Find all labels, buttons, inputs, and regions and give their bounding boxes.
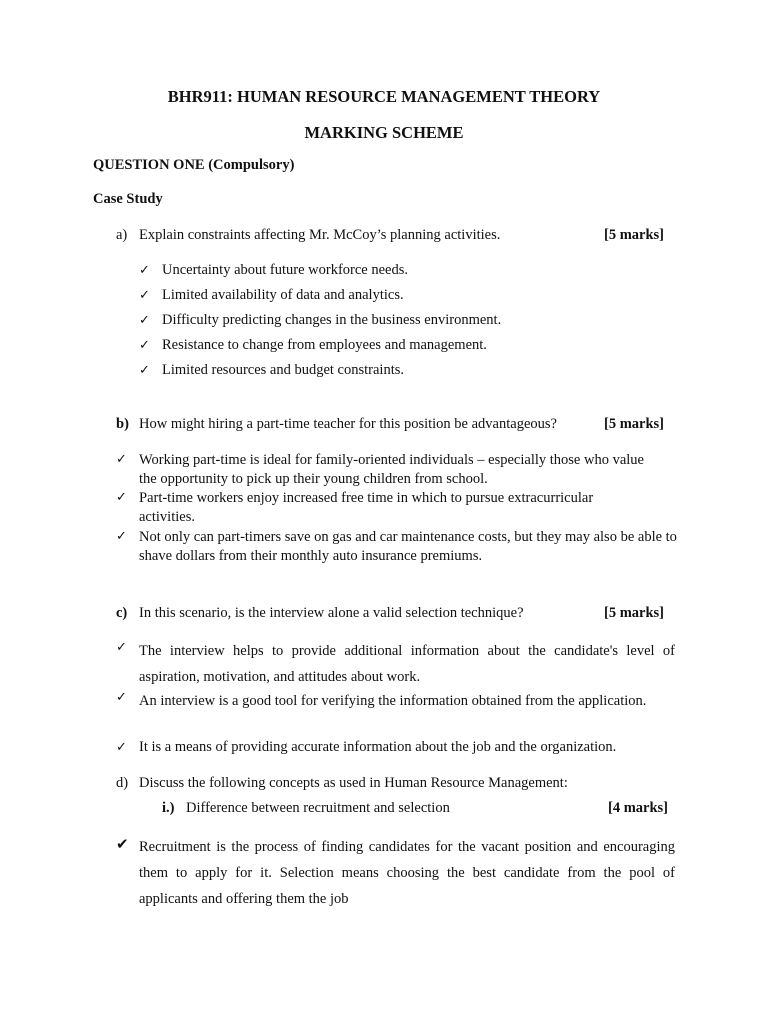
case-study-heading: Case Study <box>93 191 163 207</box>
check-mark-icon: ✓ <box>116 740 127 755</box>
question-b-label: b) <box>116 416 129 432</box>
answer-a-5: Limited resources and budget constraints. <box>162 362 405 378</box>
check-mark-icon: ✓ <box>116 490 127 505</box>
check-mark-icon: ✓ <box>116 452 127 467</box>
answer-d-1: Recruitment is the process of finding candidates for the vacant position and encouraging them to apply for it. Selection means choosing the best candidate from the pool of applicants and offering them the job <box>139 839 675 907</box>
answer-a-2: Limited availability of data and analytics. <box>162 287 404 303</box>
question-d-sub-marks: [4 marks] <box>608 800 669 816</box>
question-d-text: Discuss the following concepts as used in Human Resource Management: <box>139 775 568 791</box>
answer-b-2: Part-time workers enjoy increased free time in which to pursue extracurricular activities. <box>139 490 594 525</box>
check-mark-icon: ✓ <box>139 263 150 278</box>
question-b-marks: [5 marks] <box>604 416 665 432</box>
check-mark-icon: ✓ <box>116 690 127 705</box>
check-mark-icon: ✓ <box>116 640 127 655</box>
answer-c-3: It is a means of providing accurate information about the job and the organization. <box>139 739 617 755</box>
answer-a-3: Difficulty predicting changes in the business environment. <box>162 312 502 328</box>
question-a-label: a) <box>116 227 128 243</box>
document-subtitle: MARKING SCHEME <box>304 123 464 142</box>
question-d-sub-label: i.) <box>162 800 175 816</box>
question-b-text: How might hiring a part-time teacher for this position be advantageous? <box>139 416 557 432</box>
question-d-label: d) <box>116 775 129 791</box>
question-c-text: In this scenario, is the interview alone a valid selection technique? <box>139 605 524 621</box>
question-c-label: c) <box>116 605 128 621</box>
answer-a-4: Resistance to change from employees and management. <box>162 337 487 353</box>
answer-c-2: An interview is a good tool for verifying the information obtained from the application. <box>139 693 647 709</box>
check-mark-icon: ✓ <box>116 529 127 544</box>
question-heading: QUESTION ONE (Compulsory) <box>93 157 295 173</box>
question-a-text: Explain constraints affecting Mr. McCoy’s planning activities. <box>139 227 501 243</box>
document-title: BHR911: HUMAN RESOURCE MANAGEMENT THEORY <box>167 87 601 106</box>
answer-b-3: Not only can part-timers save on gas and car maintenance costs, but they may also be able to shave dollars from their monthly auto insurance premiums. <box>139 529 677 564</box>
answer-b-1: Working part-time is ideal for family-oriented individuals – especially those who value the opportunity to pick up their young children from school. <box>139 452 644 487</box>
answer-c-1: The interview helps to provide additional information about the candidate's level of aspiration, motivation, and attitudes about work. <box>139 643 675 685</box>
check-mark-icon: ✓ <box>139 363 150 378</box>
check-mark-icon: ✓ <box>139 288 150 303</box>
check-mark-icon: ✔ <box>116 835 129 853</box>
question-d-sub-text: Difference between recruitment and selection <box>186 800 450 816</box>
check-mark-icon: ✓ <box>139 313 150 328</box>
question-a-marks: [5 marks] <box>604 227 665 243</box>
answer-a-1: Uncertainty about future workforce needs. <box>162 262 408 278</box>
check-mark-icon: ✓ <box>139 338 150 353</box>
question-c-marks: [5 marks] <box>604 605 665 621</box>
